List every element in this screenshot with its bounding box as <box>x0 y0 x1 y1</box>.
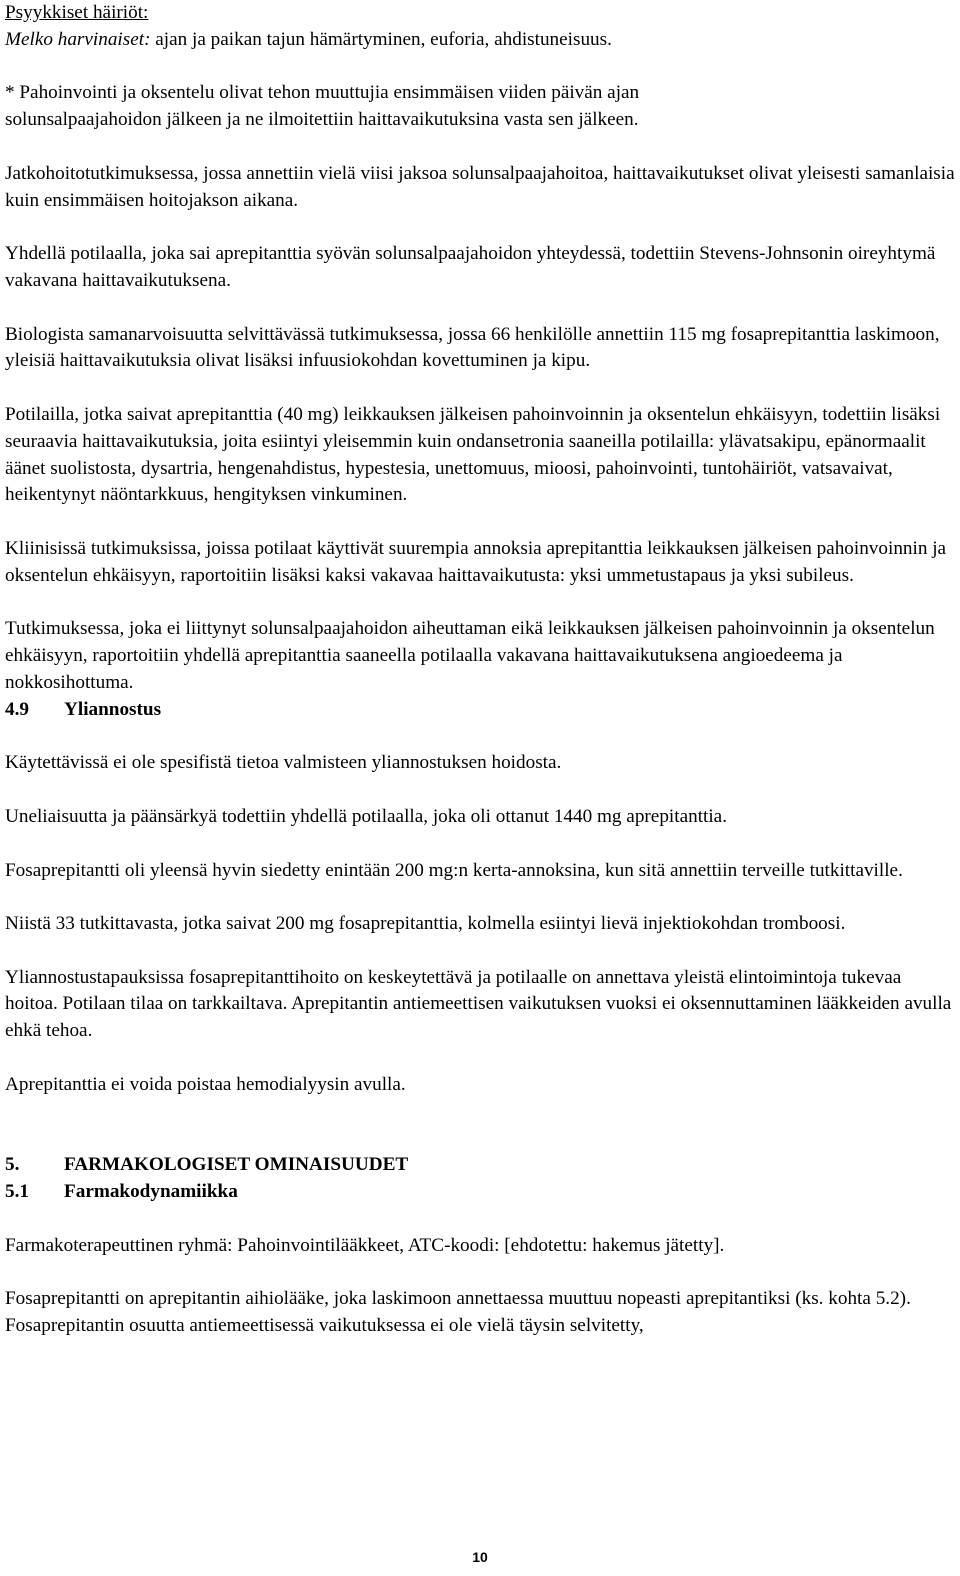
frequency-label: Melko harvinaiset: <box>5 28 151 50</box>
section-number: 5. <box>5 1154 20 1176</box>
overdose-paragraph: Aprepitanttia ei voida poistaa hemodialyysin avulla. <box>5 1073 406 1095</box>
section-title: Yliannostus <box>64 698 162 720</box>
section-heading-5 <box>5 1152 955 1179</box>
pharmacodynamics-paragraph: Fosaprepitantti on aprepitantin aihiolääke, joka laskimoon annettaessa muuttuu nopeasti aprepitantiksi (ks. kohta 5.2). Fosaprepitantin osuutta antiemeettisessä vaikutuksessa ei ole vielä täysin selvitetty, <box>5 1288 911 1337</box>
paragraph-postoperative: Potilailla, jotka saivat aprepitanttia (40 mg) leikkauksen jälkeisen pahoinvoinnin ja oksentelun ehkäisyyn, todettiin lisäksi seuraavia haittavaikutuksia, joita esiintyi yleisemmin kuin ondansetronia saaneilla potilailla: ylävatsakipu, epänormaalit äänet suolistosta, dysartria, hengenahdistus, hypestesia, unettomuus, mioosi, pahoinvointi, tuntohäiriöt, vatsavaivat, heikentynyt näöntarkkuus, hengityksen vinkuminen. <box>5 403 941 506</box>
footnote-line-1: * Pahoinvointi ja oksentelu olivat tehon muuttujia ensimmäisen viiden päivän ajan <box>5 82 640 104</box>
overdose-paragraph: Niistä 33 tutkittavasta, jotka saivat 200 mg fosaprepitanttia, kolmella esiintyi lievä injektiokohdan tromboosi. <box>5 913 846 935</box>
paragraph-stevens-johnson: Yhdellä potilaalla, joka sai aprepitanttia syövän solunsalpaajahoidon yhteydessä, todettiin Stevens-Johnsonin oireyhtymä vakavana haittavaikutuksena. <box>5 243 936 291</box>
paragraph-angioedema: Tutkimuksessa, joka ei liittynyt solunsalpaajahoidon aiheuttaman eikä leikkauksen jälkeisen pahoinvoinnin ja oksentelun ehkäisyyn, raportoitiin yhdellä aprepitanttia saaneella potilaalla vakavana haittavaikutuksena angioedeema ja nokkosihottuma. <box>5 618 935 693</box>
section-title: FARMAKOLOGISET OMINAISUUDET <box>64 1154 409 1176</box>
overdose-paragraph: Yliannostustapauksissa fosaprepitanttihoito on keskeytettävä ja potilaalle on annettava yleistä elintoimintoja tukevaa hoitoa. Potilaan tilaa on tarkkailtava. Aprepitantin antiemeettisen vaikutuksen vuoksi ei oksennuttaminen lääkkeiden avulla ehkä tehoa. <box>5 966 952 1042</box>
category-heading: Psyykkiset häiriöt: <box>5 2 149 23</box>
section-number: 4.9 <box>5 698 29 720</box>
overdose-paragraph: Fosaprepitantti oli yleensä hyvin siedetty enintään 200 mg:n kerta-annoksina, kun sitä annettiin terveille tutkittaville. <box>5 859 903 881</box>
overdose-paragraph: Käytettävissä ei ole spesifistä tietoa valmisteen yliannostuksen hoidosta. <box>5 752 562 774</box>
paragraph-bioequivalence: Biologista samanarvoisuutta selvittävässä tutkimuksessa, jossa 66 henkilölle annettiin 115 mg fosaprepitanttia laskimoon, yleisiä haittavaikutuksia olivat lisäksi infuusiokohdan kovettuminen ja kipu. <box>5 323 940 372</box>
pharmacodynamics-paragraph: Farmakoterapeuttinen ryhmä: Pahoinvointilääkkeet, ATC-koodi: [ehdotettu: hakemus jätetty]. <box>5 1234 725 1256</box>
section-heading-4-9 <box>5 697 955 724</box>
frequency-text: ajan ja paikan tajun hämärtyminen, euforia, ahdistuneisuus. <box>150 28 612 50</box>
page-number: 10 <box>472 1549 488 1565</box>
paragraph-higher-doses: Kliinisissä tutkimuksissa, joissa potilaat käyttivät suurempia annoksia aprepitanttia leikkauksen jälkeisen pahoinvoinnin ja oksentelun ehkäisyyn, raportoitiin lisäksi kaksi vakavaa haittavaikutusta: yksi ummetustapaus ja yksi subileus. <box>5 537 947 586</box>
frequency-line <box>5 27 955 54</box>
overdose-paragraph: Uneliaisuutta ja päänsärkyä todettiin yhdellä potilaalla, joka oli ottanut 1440 mg aprepitanttia. <box>5 805 727 827</box>
section-title: Farmakodynamiikka <box>64 1181 238 1203</box>
document-page <box>5 0 955 1340</box>
footnote-line-2: solunsalpaajahoidon jälkeen ja ne ilmoitettiin haittavaikutuksina vasta sen jälkeen. <box>5 109 639 131</box>
section-heading-5-1 <box>5 1179 955 1206</box>
paragraph-extension-study: Jatkohoitotutkimuksessa, jossa annettiin vielä viisi jaksoa solunsalpaajahoitoa, haittavaikutukset olivat yleisesti samanlaisia kuin ensimmäisen hoitojakson aikana. <box>5 162 955 211</box>
section-number: 5.1 <box>5 1181 29 1203</box>
